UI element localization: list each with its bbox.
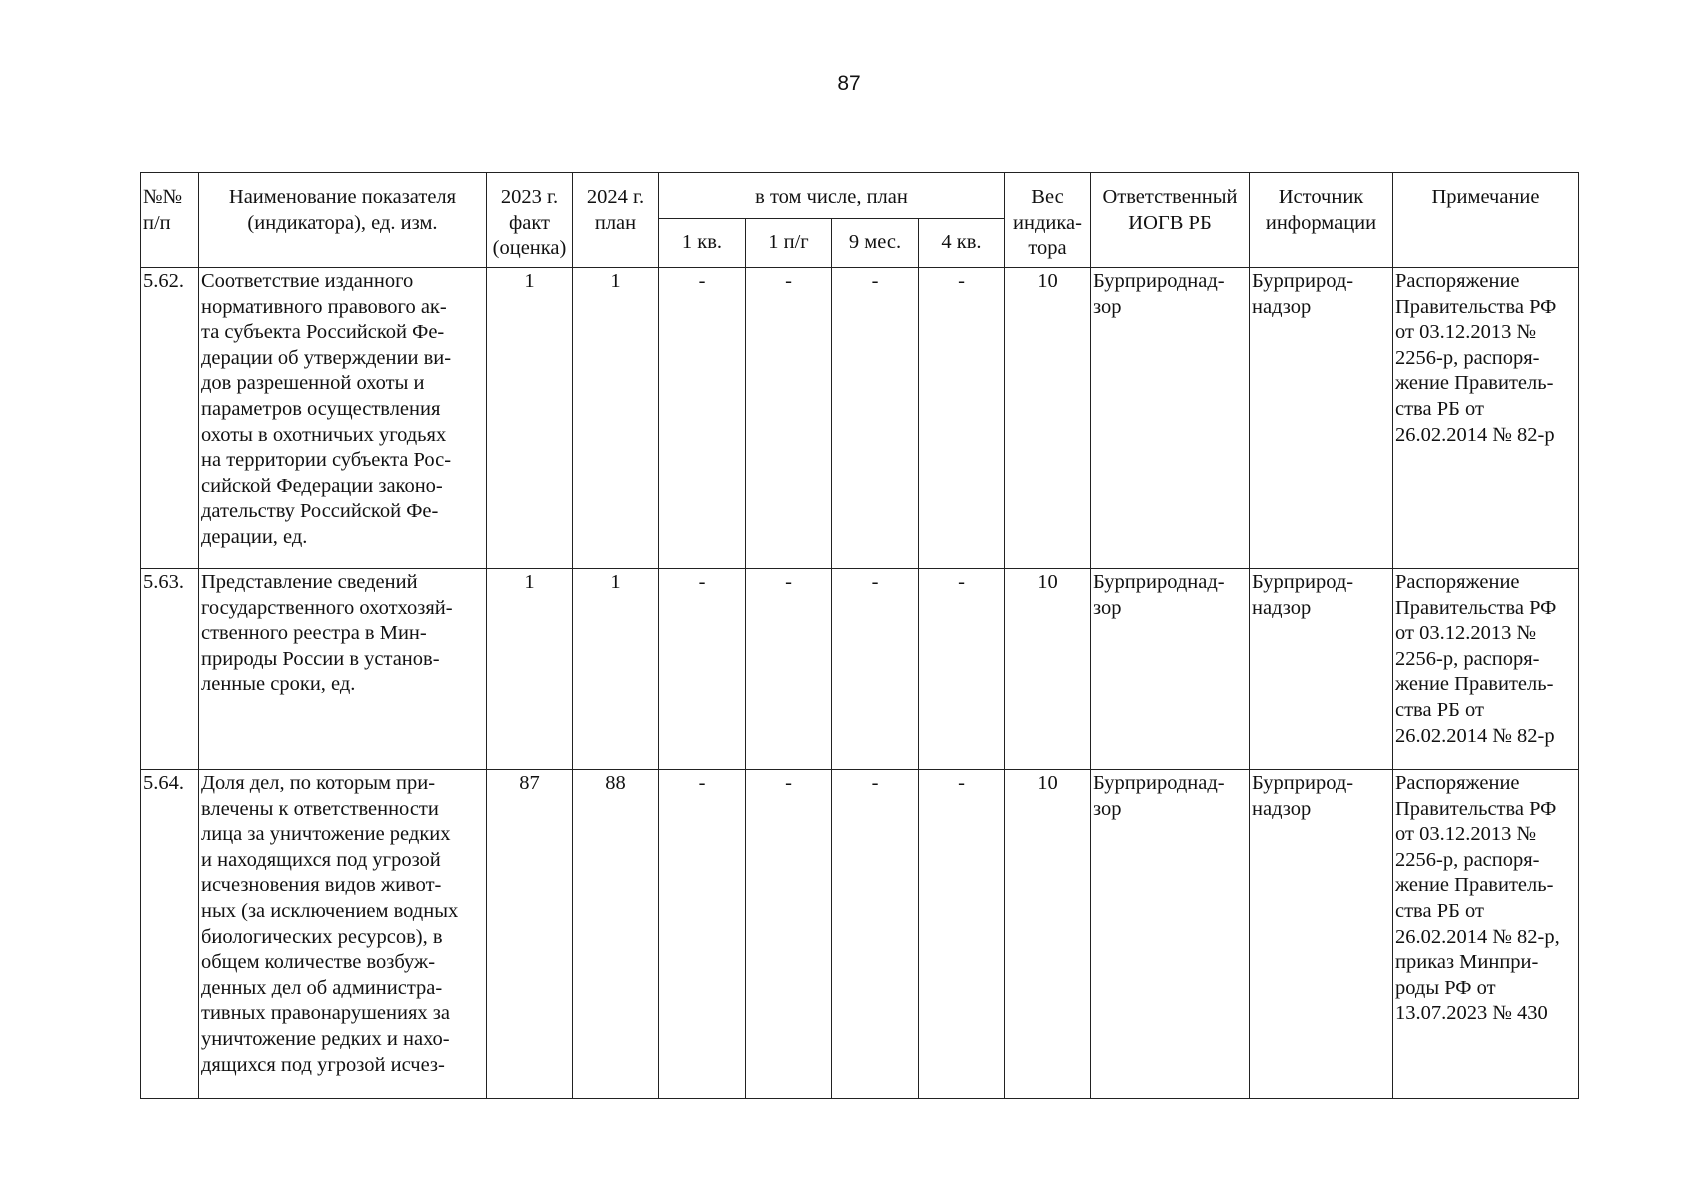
row-weight: 10 bbox=[1005, 569, 1091, 770]
row-q4: - bbox=[919, 770, 1005, 1099]
row-fact-2023: 87 bbox=[487, 770, 573, 1099]
note-line: роды РФ от bbox=[1395, 976, 1496, 999]
row-q1: - bbox=[659, 268, 746, 569]
name-line: параметров осуществления bbox=[201, 397, 441, 420]
note-line: от 03.12.2013 № bbox=[1395, 321, 1536, 344]
row-9-months: - bbox=[832, 770, 919, 1099]
note-line: 2256-р, распоря- bbox=[1395, 346, 1540, 369]
note-line: ства РБ от bbox=[1395, 698, 1484, 721]
header-q4: 4 кв. bbox=[919, 219, 1005, 268]
note-line: 2256-р, распоря- bbox=[1395, 647, 1540, 670]
row-source: Бурприрод-надзор bbox=[1250, 268, 1393, 569]
note-line: 26.02.2014 № 82-р, bbox=[1395, 925, 1560, 948]
note-line: 13.07.2023 № 430 bbox=[1395, 1002, 1548, 1025]
row-name bbox=[199, 569, 487, 770]
row-note bbox=[1393, 770, 1579, 1099]
name-line: государственного охотхозяй- bbox=[201, 596, 453, 619]
name-line: ных (за исключением водных bbox=[201, 899, 459, 922]
row-num: 5.64. bbox=[141, 770, 199, 1099]
table-row bbox=[141, 569, 1579, 770]
row-responsible: Бурприроднад-зор bbox=[1091, 268, 1250, 569]
row-q1: - bbox=[659, 569, 746, 770]
note-line: 26.02.2014 № 82-р bbox=[1395, 724, 1555, 747]
note-line: ства РБ от bbox=[1395, 899, 1484, 922]
row-responsible: Бурприроднад-зор bbox=[1091, 569, 1250, 770]
row-h1: - bbox=[746, 268, 832, 569]
row-h1: - bbox=[746, 569, 832, 770]
name-line: дерации об утверждении ви- bbox=[201, 346, 452, 369]
header-source: Источник информации bbox=[1250, 173, 1393, 268]
row-source: Бурприрод-надзор bbox=[1250, 569, 1393, 770]
name-line: дов разрешенной охоты и bbox=[201, 372, 425, 395]
header-weight: Вес индика-тора bbox=[1005, 173, 1091, 268]
row-source: Бурприрод-надзор bbox=[1250, 770, 1393, 1099]
row-fact-2023: 1 bbox=[487, 569, 573, 770]
header-q1: 1 кв. bbox=[659, 219, 746, 268]
row-responsible: Бурприроднад-зор bbox=[1091, 770, 1250, 1099]
row-q1: - bbox=[659, 770, 746, 1099]
header-num: №№ п/п bbox=[141, 173, 199, 268]
header-9-months: 9 мес. bbox=[832, 219, 919, 268]
name-line: тивных правонарушениях за bbox=[201, 1002, 450, 1025]
name-line: ственного реестра в Мин- bbox=[201, 622, 427, 645]
name-line: ленные сроки, ед. bbox=[201, 673, 356, 696]
name-line: биологических ресурсов), в bbox=[201, 925, 443, 948]
note-line: Распоряжение bbox=[1395, 772, 1520, 794]
row-plan-2024: 1 bbox=[573, 569, 659, 770]
note-line: жение Правитель- bbox=[1395, 372, 1554, 395]
row-q4: - bbox=[919, 569, 1005, 770]
row-fact-2023: 1 bbox=[487, 268, 573, 569]
header-including-plan: в том числе, план bbox=[659, 173, 1005, 219]
name-line: влечены к ответственности bbox=[201, 797, 439, 820]
row-name bbox=[199, 268, 487, 569]
name-line: и находящихся под угрозой bbox=[201, 848, 441, 871]
row-9-months: - bbox=[832, 268, 919, 569]
indicators-table bbox=[140, 172, 1579, 1099]
name-line: дерации, ед. bbox=[201, 525, 308, 548]
header-h1: 1 п/г bbox=[746, 219, 832, 268]
name-line: общем количестве возбуж- bbox=[201, 951, 436, 974]
name-line: исчезновения видов живот- bbox=[201, 874, 442, 897]
name-line: дящихся под угрозой исчез- bbox=[201, 1053, 445, 1076]
note-line: от 03.12.2013 № bbox=[1395, 622, 1536, 645]
note-line: Правительства РФ bbox=[1395, 797, 1557, 820]
name-line: Соответствие изданного bbox=[201, 270, 414, 292]
note-line: от 03.12.2013 № bbox=[1395, 823, 1536, 846]
name-line: та субъекта Российской Фе- bbox=[201, 321, 445, 344]
row-plan-2024: 88 bbox=[573, 770, 659, 1099]
note-line: 26.02.2014 № 82-р bbox=[1395, 423, 1555, 446]
note-line: Распоряжение bbox=[1395, 571, 1520, 593]
row-num: 5.62. bbox=[141, 268, 199, 569]
name-line: нормативного правового ак- bbox=[201, 295, 447, 318]
name-line: охоты в охотничьих угодьях bbox=[201, 423, 447, 446]
note-line: Распоряжение bbox=[1395, 270, 1520, 292]
table-header bbox=[141, 173, 1579, 268]
row-9-months: - bbox=[832, 569, 919, 770]
name-line: дательству Российской Фе- bbox=[201, 500, 439, 523]
note-line: жение Правитель- bbox=[1395, 673, 1554, 696]
name-line: Представление сведений bbox=[201, 571, 418, 593]
row-weight: 10 bbox=[1005, 770, 1091, 1099]
row-note bbox=[1393, 268, 1579, 569]
row-num: 5.63. bbox=[141, 569, 199, 770]
note-line: ства РБ от bbox=[1395, 397, 1484, 420]
page-number: 87 bbox=[837, 72, 861, 95]
table-row bbox=[141, 770, 1579, 1099]
row-name bbox=[199, 770, 487, 1099]
table-row bbox=[141, 268, 1579, 569]
row-q4: - bbox=[919, 268, 1005, 569]
note-line: приказ Минпри- bbox=[1395, 951, 1539, 974]
table-body bbox=[141, 268, 1579, 1099]
note-line: жение Правитель- bbox=[1395, 874, 1554, 897]
header-name: Наименование показателя (индикатора), ед. изм. bbox=[199, 173, 487, 268]
header-fact-2023: 2023 г. факт (оценка) bbox=[487, 173, 573, 268]
name-line: Доля дел, по которым при- bbox=[201, 772, 436, 794]
name-line: денных дел об администра- bbox=[201, 976, 443, 999]
name-line: лица за уничтожение редких bbox=[201, 823, 451, 846]
row-weight: 10 bbox=[1005, 268, 1091, 569]
note-line: Правительства РФ bbox=[1395, 295, 1557, 318]
row-note bbox=[1393, 569, 1579, 770]
name-line: сийской Федерации законо- bbox=[201, 474, 443, 497]
note-line: Правительства РФ bbox=[1395, 596, 1557, 619]
name-line: на территории субъекта Рос- bbox=[201, 449, 452, 472]
note-line: 2256-р, распоря- bbox=[1395, 848, 1540, 871]
header-responsible: Ответственный ИОГВ РБ bbox=[1091, 173, 1250, 268]
row-h1: - bbox=[746, 770, 832, 1099]
name-line: уничтожение редких и нахо- bbox=[201, 1027, 450, 1050]
header-note: Примечание bbox=[1393, 173, 1579, 268]
row-plan-2024: 1 bbox=[573, 268, 659, 569]
header-plan-2024: 2024 г. план bbox=[573, 173, 659, 268]
name-line: природы России в установ- bbox=[201, 647, 440, 670]
